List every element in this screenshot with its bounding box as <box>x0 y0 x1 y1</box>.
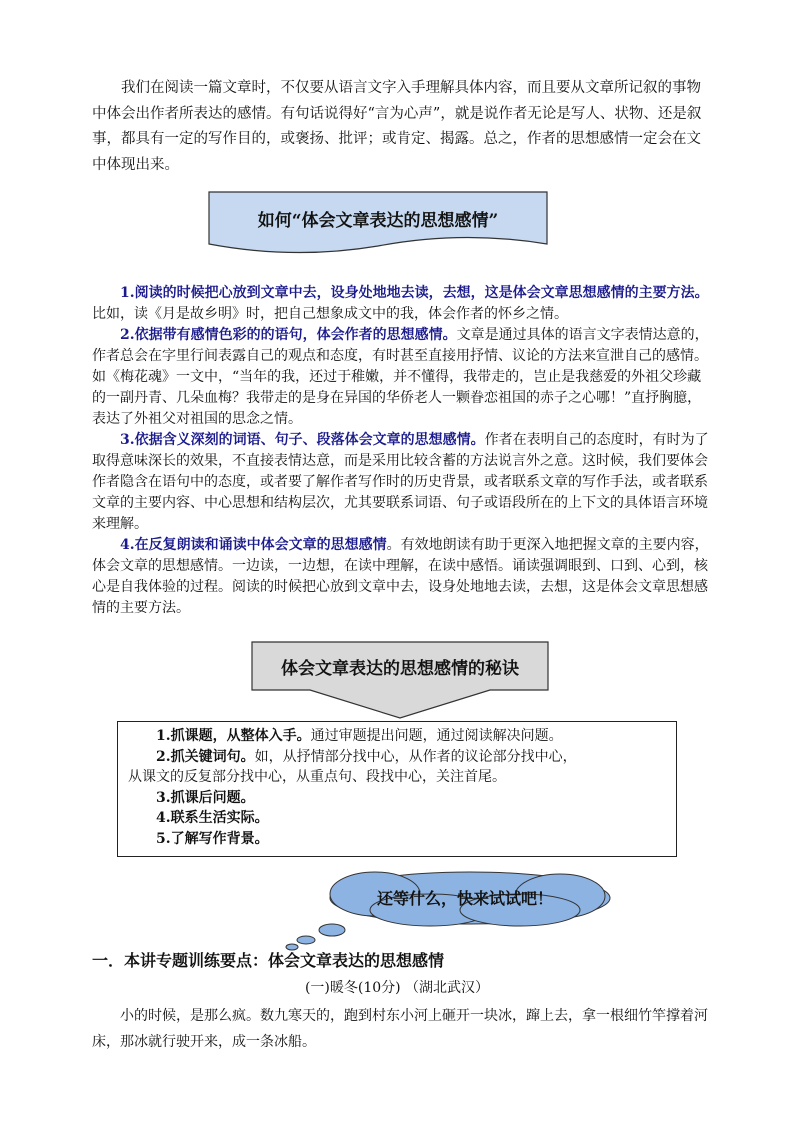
method-1-body: 比如，读《月是故乡明》时，把自己想象成文中的我，体会作者的怀乡之情。 <box>92 306 568 322</box>
methods-list <box>92 283 712 619</box>
method-2-body: 文章是通过具体的语言文字表情达意的，作者总会在字里行间表露自己的观点和态度，有时甚至直接用抒情、议论的方法来宣泄自己的感情。如《梅花魂》一文中，“当年的我，还过于稚嫩，并不懂得，我带走的，岂止是我慈爱的外祖父珍藏的一副丹青、几朵血梅？我带走的是身在异国的华侨老人一颗眷恋祖国的赤子之心哪！”直抒胸臆，表达了外祖父对祖国的思念之情。 <box>92 327 709 427</box>
story-paragraph: 小的时候，是那么疯。数九寒天的，跑到村东小河上砸开一块冰，蹿上去，拿一根细竹竿撑着河床，那冰就行驶开来，成一条冰船。 <box>92 1008 708 1050</box>
tip-3 <box>128 788 668 809</box>
tip-4-text: 4.联系生活实际。 <box>156 810 269 826</box>
section-title: 一．本讲专题训练要点：体会文章表达的思想感情 <box>92 951 445 970</box>
tip-5 <box>128 829 668 850</box>
tip-4 <box>128 808 668 829</box>
tip-1-bold: 1.抓课题，从整体入手。 <box>156 728 311 744</box>
tips-box <box>117 721 677 857</box>
tip-3-text: 3.抓课后问题。 <box>156 789 255 806</box>
tip-2-continued: 从课文的反复部分找中心，从重点句、段找中心，关注首尾。 <box>128 769 506 785</box>
banner-secrets <box>250 640 550 720</box>
method-3-heading: 3.依据含义深刻的词语、句子、段落体会文章的思想感情。 <box>120 432 485 448</box>
method-3-body: 作者在表明自己的态度时，有时为了取得意味深长的效果，不直接表情达意，而是采用比较含蓄的方法说言外之意。这时候，我们要体会作者隐含在语句中的态度，或者要了解作者写作时的历史背景，或者联系文章的写作手法，或者联系文章的主要内容、中心思想和结构层次，尤其要联系词语、句子或语段所在的上下文的具体语言环境来理解。 <box>92 432 709 532</box>
banner-secrets-text: 体会文章表达的思想感情的秘诀 <box>281 659 519 679</box>
method-1 <box>92 283 712 325</box>
tip-1 <box>128 726 668 747</box>
banner-how-to-text: 如何“体会文章表达的思想感情” <box>257 211 499 231</box>
method-4-heading: 4.在反复朗读和诵读中体会文章的思想感情 <box>120 537 387 553</box>
tip-1-rest: 通过审题提出问题，通过阅读解决问题。 <box>310 728 563 744</box>
method-4 <box>92 535 712 619</box>
thought-cloud <box>280 868 620 952</box>
down-arrow-shape <box>250 640 550 720</box>
cloud-text: 还等什么，快来试试吧！ <box>376 889 553 908</box>
tip-2-rest: 如，从抒情部分找中心，从作者的议论部分找中心， <box>254 748 577 765</box>
method-2-heading: 2.依据带有感情色彩的的语句，体会作者的思想感情。 <box>120 327 457 343</box>
intro-paragraph: 我们在阅读一篇文章时，不仅要从语言文字入手理解具体内容，而且要从文章所记叙的事物中体会出作者所表达的感情。有句话说得好“言为心声”，就是说作者无论是写人、状物、还是叙事，都具有一定的写作目的，或褒扬、批评；或肯定、揭露。总之，作者的思想感情一定会在文中体现出来。 <box>92 80 702 173</box>
tip-2-bold: 2.抓关键词句。 <box>156 748 255 765</box>
method-2 <box>92 325 712 430</box>
method-4-body: 。有效地朗读有助于更深入地把握文章的主要内容，体会文章的思想感情。一边读，一边想，在读中理解，在读中感悟。诵读强调眼到、口到、心到，核心是自我体验的过程。阅读的时候把心放到文章中去，设身处地地去读，去想，这是体会文章思想感情的主要方法。 <box>92 537 709 616</box>
method-1-heading: 1.阅读的时候把心放到文章中去，设身处地地去读，去想，这是体会文章思想感情的主要方法。 <box>120 285 709 301</box>
cloud-shape <box>280 868 620 952</box>
banner-how-to <box>207 190 549 256</box>
story-title: (一)暖冬(10分) （湖北武汉） <box>304 980 490 996</box>
tip-2 <box>128 747 668 768</box>
tip-5-text: 5.了解写作背景。 <box>156 830 269 847</box>
method-3 <box>92 430 712 535</box>
